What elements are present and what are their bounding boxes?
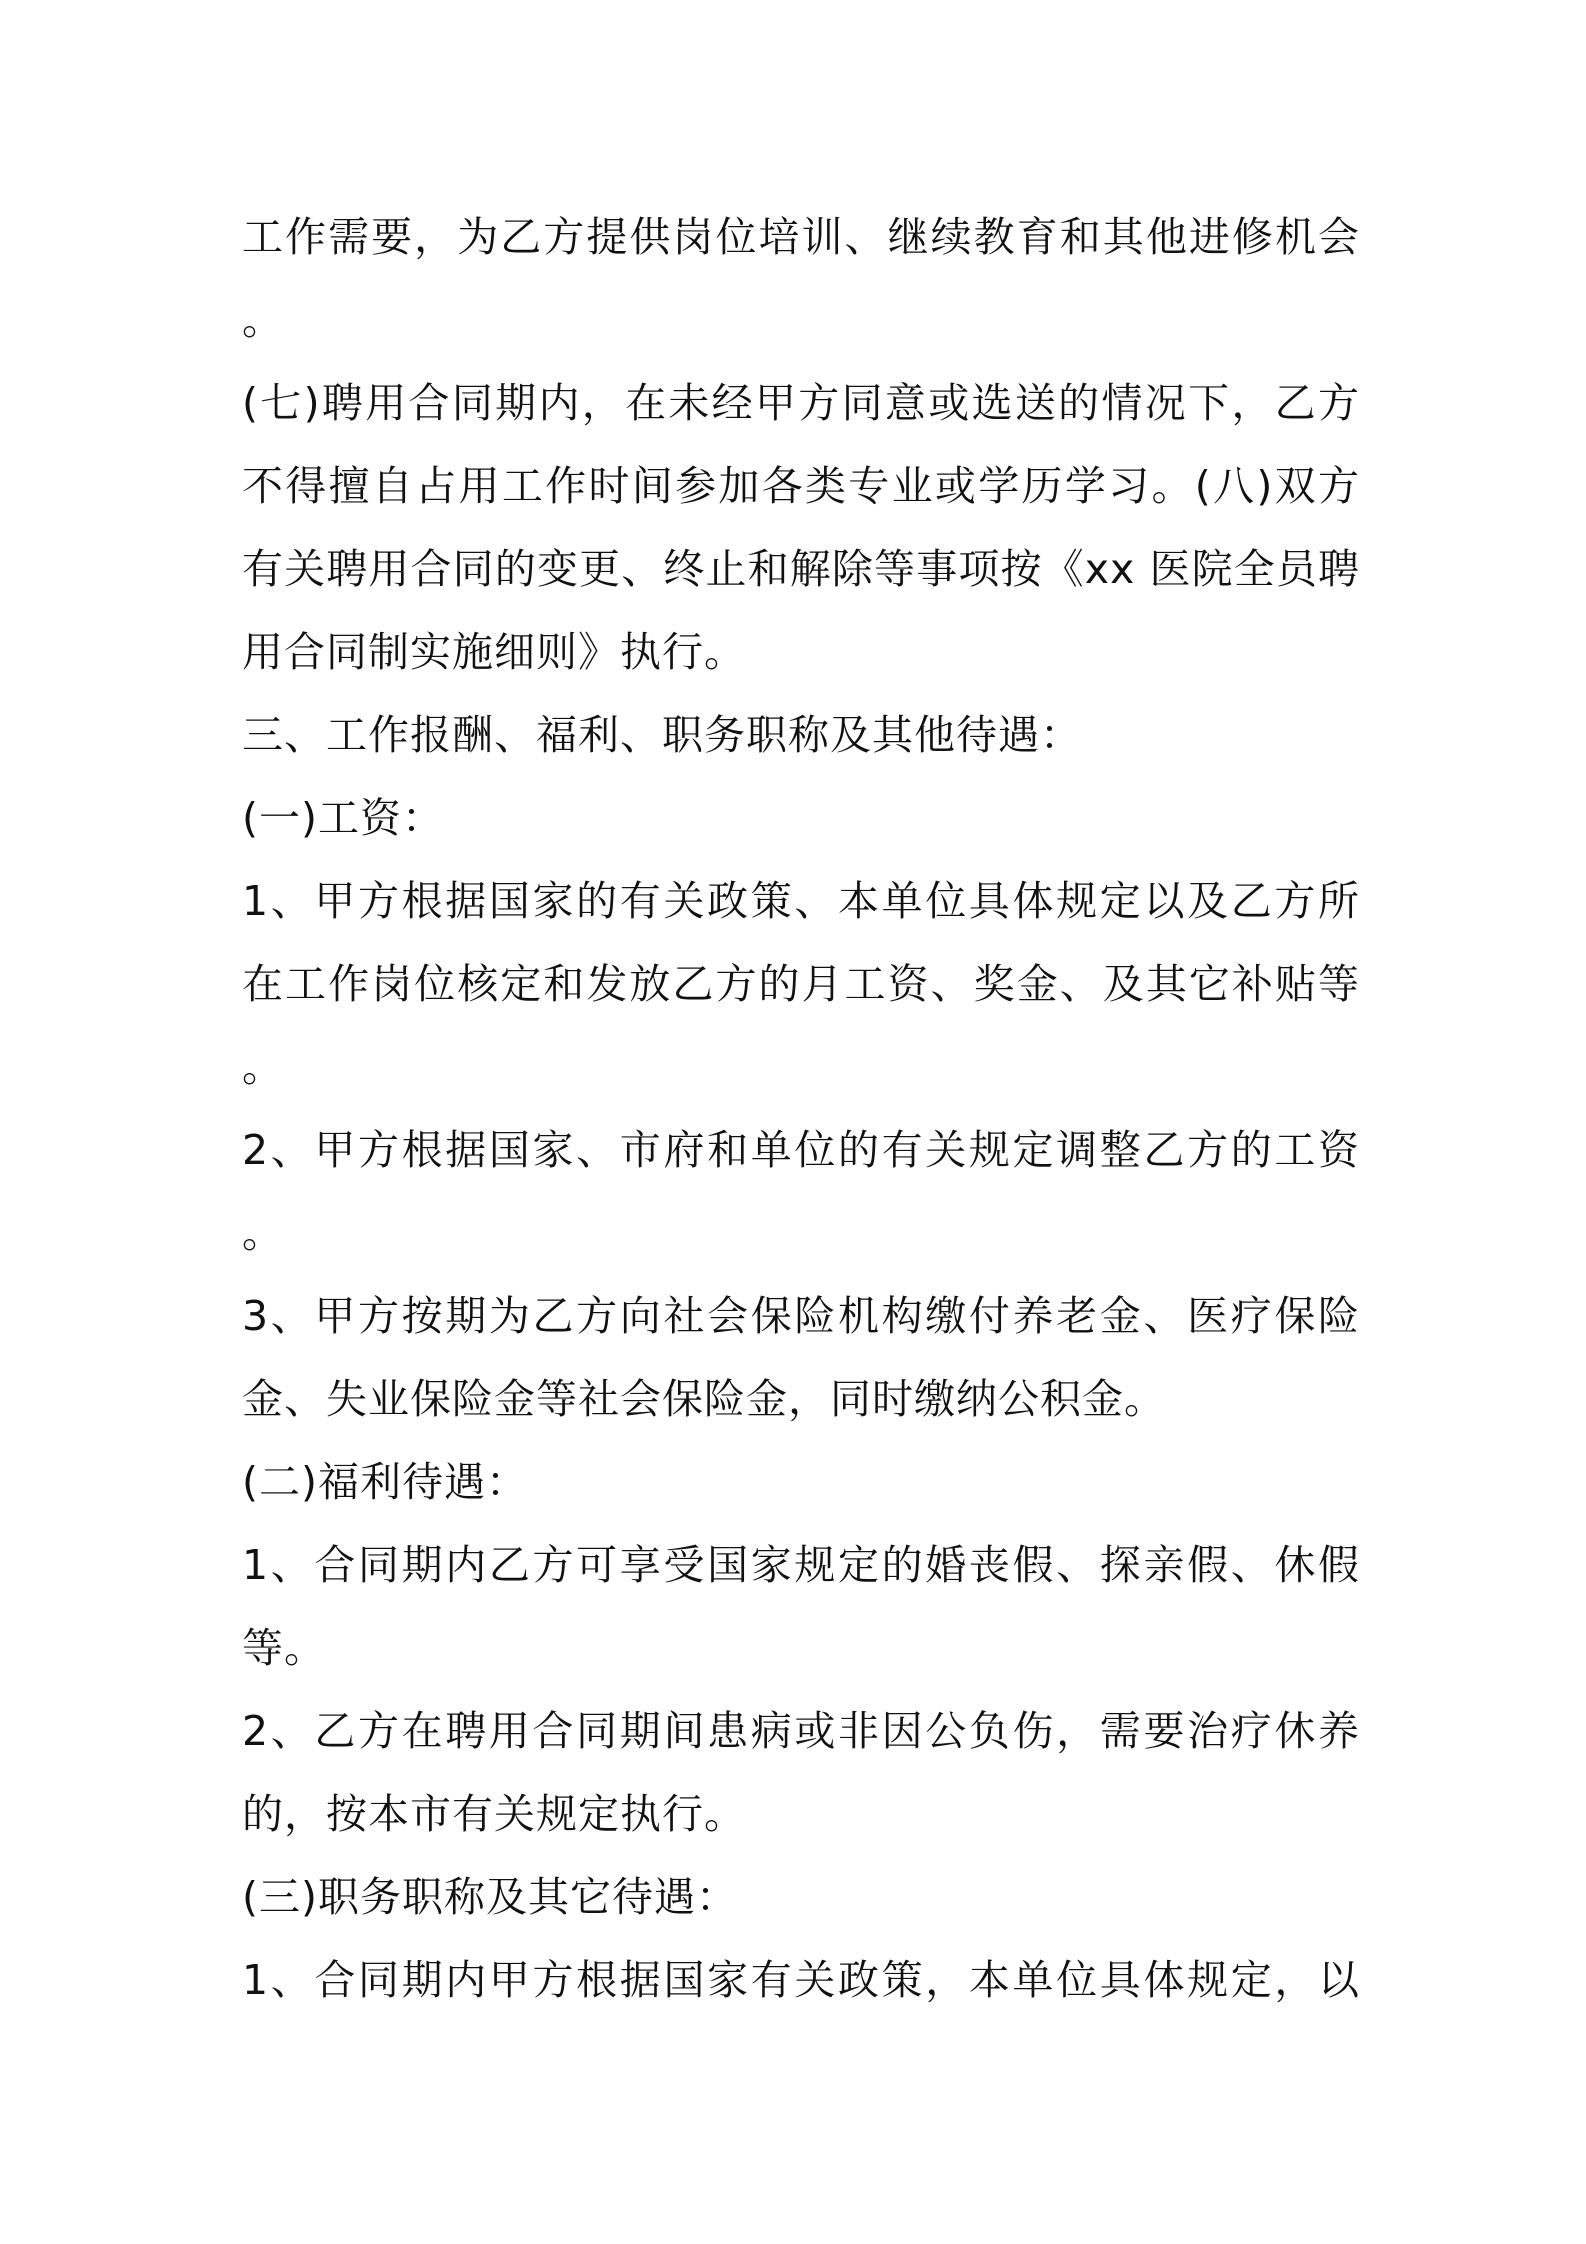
text-line: 1、合同期内乙方可享受国家规定的婚丧假、探亲假、休假 xyxy=(242,1541,1360,1589)
text-line: 。 xyxy=(242,1209,284,1257)
text-line: 的，按本市有关规定执行。 xyxy=(242,1790,746,1838)
text-line: 在工作岗位核定和发放乙方的月工资、奖金、及其它补贴等 xyxy=(242,960,1360,1008)
text-line: 2、乙方在聘用合同期间患病或非因公负伤，需要治疗休养 xyxy=(242,1707,1360,1755)
text-line: 。 xyxy=(242,1043,284,1091)
text-line: 等。 xyxy=(242,1624,326,1672)
subsection-heading: (三)职务职称及其它待遇： xyxy=(242,1873,738,1921)
text-line: 不得擅自占用工作时间参加各类专业或学历学习。(八)双方 xyxy=(242,462,1360,510)
subsection-heading: (一)工资： xyxy=(242,794,444,842)
text-line: 金、失业保险金等社会保险金，同时缴纳公积金。 xyxy=(242,1375,1166,1423)
text-line: (七)聘用合同期内，在未经甲方同意或选送的情况下，乙方 xyxy=(242,379,1360,427)
text-line: 1、甲方根据国家的有关政策、本单位具体规定以及乙方所 xyxy=(242,877,1360,925)
text-line: 有关聘用合同的变更、终止和解除等事项按《xx 医院全员聘 xyxy=(242,545,1360,593)
text-line: 1、合同期内甲方根据国家有关政策，本单位具体规定，以 xyxy=(242,1956,1360,2004)
document-body xyxy=(242,196,1360,2022)
text-line: 用合同制实施细则》执行。 xyxy=(242,628,746,676)
text-line: 2、甲方根据国家、市府和单位的有关规定调整乙方的工资 xyxy=(242,1126,1360,1174)
text-line: 工作需要，为乙方提供岗位培训、继续教育和其他进修机会 xyxy=(242,213,1360,261)
text-line: 3、甲方按期为乙方向社会保险机构缴付养老金、医疗保险 xyxy=(242,1292,1360,1340)
section-heading: 三、工作报酬、福利、职务职称及其他待遇： xyxy=(242,711,1082,759)
subsection-heading: (二)福利待遇： xyxy=(242,1458,528,1506)
text-line: 。 xyxy=(242,296,284,344)
